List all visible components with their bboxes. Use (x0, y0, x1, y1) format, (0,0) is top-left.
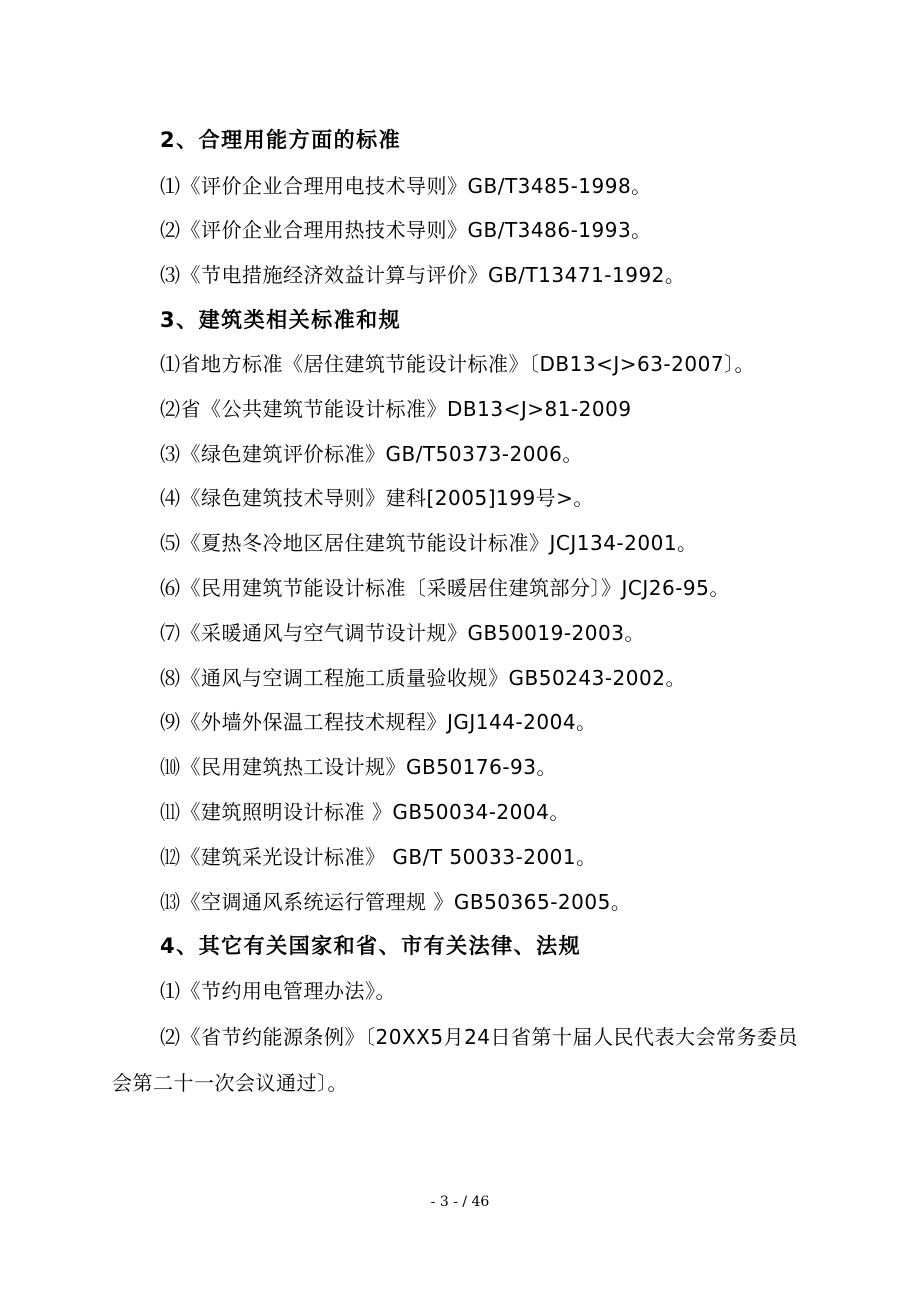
list-item: ⑾《建筑照明设计标准 》GB50034-2004。 (160, 800, 570, 824)
paragraph: ⑵《省节约能源条例》〔20XX5月24日省第十届人民代表大会常务委员会第二十一次会议通过〕。 (112, 1025, 799, 1095)
section-heading-4: 4、其它有关国家和省、市有关法律、法规 (160, 934, 582, 958)
section-heading-3: 3、建筑类相关标准和规 (160, 308, 402, 332)
list-item: ⑽《民用建筑热工设计规》GB50176-93。 (160, 755, 558, 779)
list-item: ⑶《节电措施经济效益计算与评价》GB/T13471-1992。 (160, 263, 686, 287)
list-item: ⑻《通风与空调工程施工质量验收规》GB50243-2002。 (160, 666, 686, 690)
list-item: ⑵省《公共建筑节能设计标准》DB13<J>81-2009 (160, 397, 632, 421)
list-item: ⑵《评价企业合理用热技术导则》GB/T3486-1993。 (160, 218, 652, 242)
page-number: - 3 - / 46 (430, 1194, 490, 1210)
list-item: ⑸《夏热冬冷地区居住建筑节能设计标准》JCJ134-2001。 (160, 531, 698, 555)
list-item: ⑶《绿色建筑评价标准》GB/T50373-2006。 (160, 442, 583, 466)
list-item: ⑴省地方标准《居住建筑节能设计标准》〔DB13<J>63-2007〕。 (160, 352, 756, 376)
list-item: ⑹《民用建筑节能设计标准〔采暖居住建筑部分〕》JCJ26-95。 (160, 576, 730, 600)
list-item: ⑼《外墙外保温工程技术规程》JGJ144-2004。 (160, 710, 597, 734)
list-item: ⑷《绿色建筑技术导则》建科[2005]199号>。 (160, 486, 594, 510)
list-item: ⑴《节约用电管理办法》。 (160, 979, 396, 1003)
section-heading-2: 2、合理用能方面的标准 (160, 128, 402, 152)
list-item: ⒀《空调通风系统运行管理规 》GB50365-2005。 (160, 890, 632, 914)
list-item: ⑴《评价企业合理用电技术导则》GB/T3485-1998。 (160, 174, 652, 198)
list-item: ⑺《采暖通风与空气调节设计规》GB50019-2003。 (160, 621, 645, 645)
list-item: ⑿《建筑采光设计标准》 GB/T 50033-2001。 (160, 845, 597, 869)
